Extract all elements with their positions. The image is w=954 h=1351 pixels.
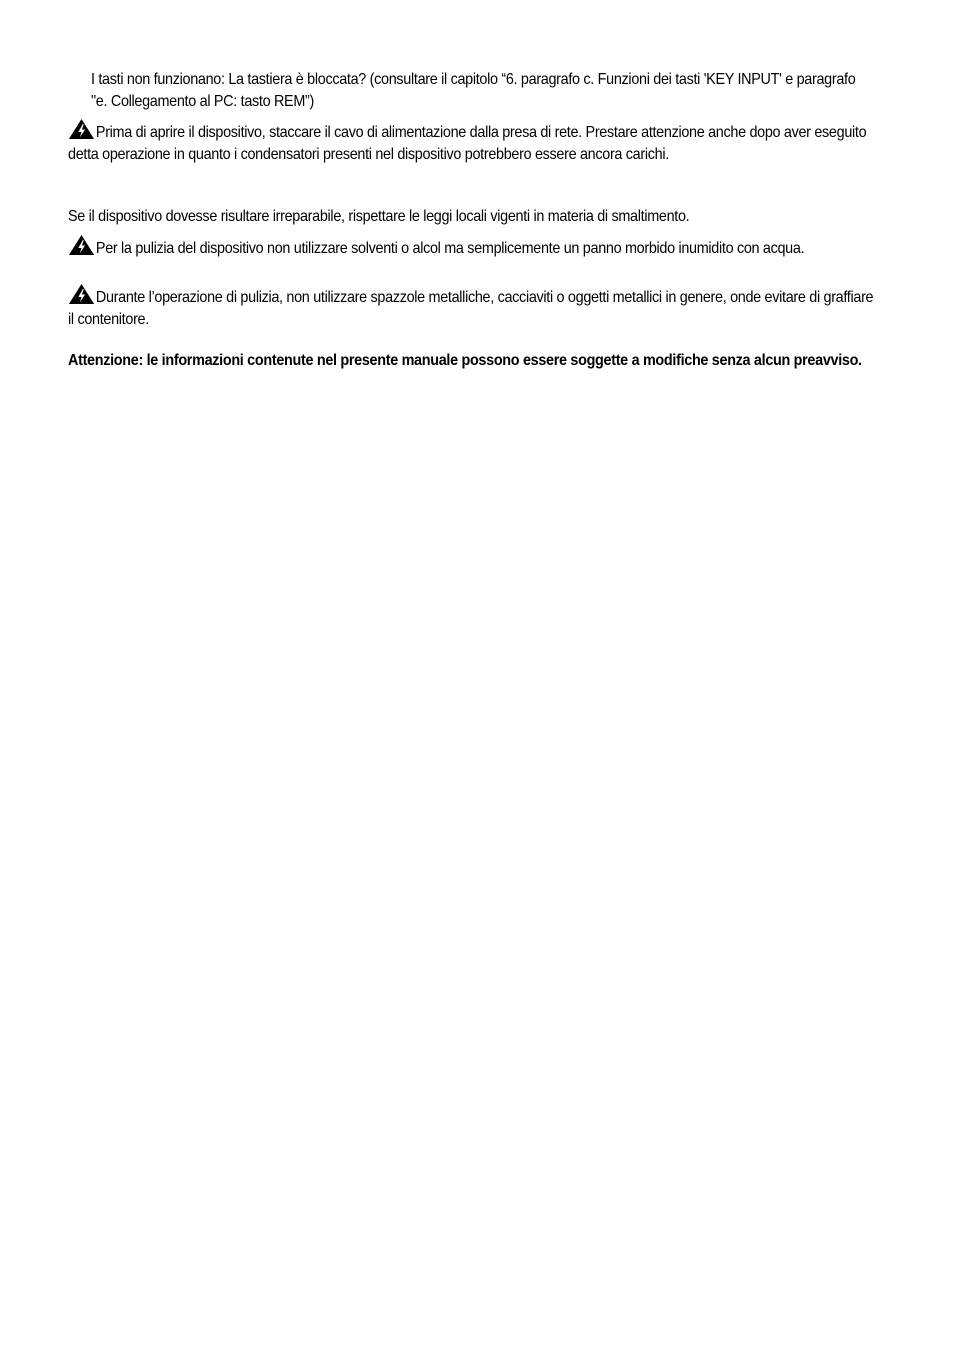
cleaning-solvents-text: Per la pulizia del dispositivo non utilizzare solventi o alcol ma semplicemente un panno morbido inumidito con acqua. xyxy=(95,240,805,257)
cleaning-solvents-paragraph xyxy=(68,234,878,260)
disposal-paragraph: Se il dispositivo dovesse risultare irreparabile, rispettare le leggi locali vigenti in materia di smaltimento. xyxy=(68,208,690,225)
before-opening-paragraph xyxy=(68,118,878,166)
cleaning-tools-text: Durante l’operazione di pulizia, non utilizzare spazzole metalliche, cacciaviti o oggetti metallici in genere, onde evitare di graffiare il contenitore. xyxy=(68,289,874,328)
high-voltage-warning-icon xyxy=(68,234,95,256)
high-voltage-warning-icon xyxy=(68,283,95,305)
cleaning-tools-paragraph xyxy=(68,283,878,331)
high-voltage-warning-icon xyxy=(68,118,95,140)
notice-paragraph: Attenzione: le informazioni contenute nel presente manuale possono essere soggette a modifiche senza alcun preavviso. xyxy=(68,352,862,369)
before-opening-text: Prima di aprire il dispositivo, staccare il cavo di alimentazione dalla presa di rete. Prestare attenzione anche dopo aver eseguito detta operazione in quanto i condensatori presenti nel dispositivo potrebbero essere ancora carichi. xyxy=(68,124,867,163)
keys-not-working-paragraph: I tasti non funzionano: La tastiera è bloccata? (consultare il capitolo “6. paragrafo c. Funzioni dei tasti 'KEY INPUT' e paragrafo "e. Collegamento al PC: tasto REM”) xyxy=(91,71,856,110)
